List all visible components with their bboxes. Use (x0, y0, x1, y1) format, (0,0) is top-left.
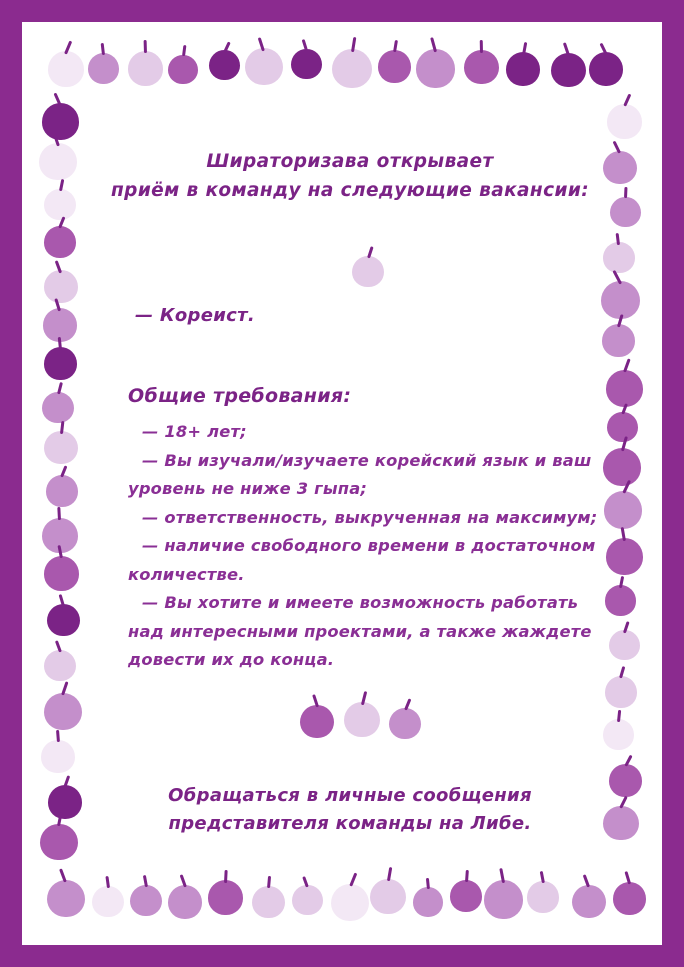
contact-footer (100, 782, 600, 838)
grape-icon (47, 880, 85, 917)
grape-icon (48, 51, 85, 87)
grape-icon (39, 143, 77, 180)
grape-icon (607, 104, 643, 139)
grape-stem-icon (60, 868, 68, 882)
grape-icon (42, 392, 74, 424)
grape-icon (603, 448, 642, 486)
grape-stem-icon (599, 42, 607, 55)
grape-icon (41, 740, 74, 773)
grape-icon (603, 806, 638, 840)
grape-icon (46, 475, 78, 507)
list-item: — Вы хотите и имеете возможность работать над интересными проектами, а также жаждете довести их до конца. (128, 593, 592, 669)
grape-icon (44, 693, 82, 730)
grape-stem-icon (54, 93, 62, 107)
grape-icon (44, 431, 78, 464)
grape-stem-icon (613, 141, 621, 154)
grape-icon (605, 585, 636, 615)
grape-stem-icon (620, 796, 629, 809)
grape-icon (604, 491, 643, 529)
grape-stem-icon (624, 187, 627, 199)
grape-icon (603, 242, 634, 273)
grape-icon (603, 719, 634, 750)
grape-icon (609, 764, 642, 796)
grape-icon (610, 197, 641, 227)
title-line-1: Шираторизава открывает (206, 151, 494, 172)
list-item: — 18+ лет; (142, 422, 247, 441)
grape-stem-icon (625, 872, 631, 885)
grape-stem-icon (56, 730, 60, 743)
grape-stem-icon (624, 755, 632, 767)
requirements-list (128, 418, 598, 675)
grape-icon (44, 270, 77, 303)
page-title (100, 147, 600, 205)
grape-stem-icon (58, 507, 62, 520)
grape-icon (44, 556, 79, 591)
grape-icon (602, 324, 636, 357)
grape-stem-icon (57, 382, 63, 394)
list-item: — Вы изучали/изучаете корейский язык и ваш уровень не ниже 3 гыпа; (128, 450, 592, 498)
grape-icon (47, 604, 80, 636)
grape-icon (44, 650, 76, 681)
grape-icon (606, 538, 644, 575)
grape-stem-icon (64, 775, 71, 788)
grape-stem-icon (623, 94, 631, 107)
grape-stem-icon (65, 40, 73, 54)
grape-icon (613, 882, 646, 915)
grape-icon (48, 785, 82, 818)
grape-stem-icon (62, 681, 69, 695)
grape-stem-icon (59, 179, 64, 191)
grape-stem-icon (619, 666, 625, 678)
grape-icon (44, 347, 77, 380)
grape-stem-icon (60, 420, 64, 433)
grape-stem-icon (619, 576, 624, 588)
title-line-2: приём в команду на следующие вакансии: (111, 180, 589, 201)
list-item: — ответственность, выкрученная на максимум; (142, 507, 598, 527)
requirements-heading: Общие требования: (128, 385, 352, 407)
grape-icon (609, 630, 640, 660)
grape-stem-icon (616, 233, 620, 245)
grape-stem-icon (623, 621, 630, 633)
grape-stem-icon (58, 594, 64, 607)
footer-line-2: представителя команды на Либе. (168, 813, 532, 834)
poster-content (100, 22, 600, 945)
grape-stem-icon (55, 640, 62, 652)
grape-stem-icon (623, 359, 631, 373)
grape-icon (44, 189, 76, 220)
grape-icon (605, 676, 637, 707)
grape-stem-icon (57, 812, 63, 826)
grape-stem-icon (617, 709, 621, 721)
list-item: — наличие свободного времени в достаточном количестве. (128, 536, 596, 584)
grape-icon (40, 824, 77, 861)
grape-icon (42, 103, 79, 139)
vacancy-item: — Кореист. (135, 305, 255, 326)
grape-icon (603, 151, 637, 184)
grape-stem-icon (61, 465, 68, 477)
grape-stem-icon (55, 260, 62, 273)
grape-icon (607, 412, 638, 442)
poster-card (22, 22, 662, 945)
grape-icon (44, 226, 76, 258)
footer-line-1: Обращаться в личные сообщения (168, 785, 532, 806)
grape-icon (606, 370, 643, 407)
